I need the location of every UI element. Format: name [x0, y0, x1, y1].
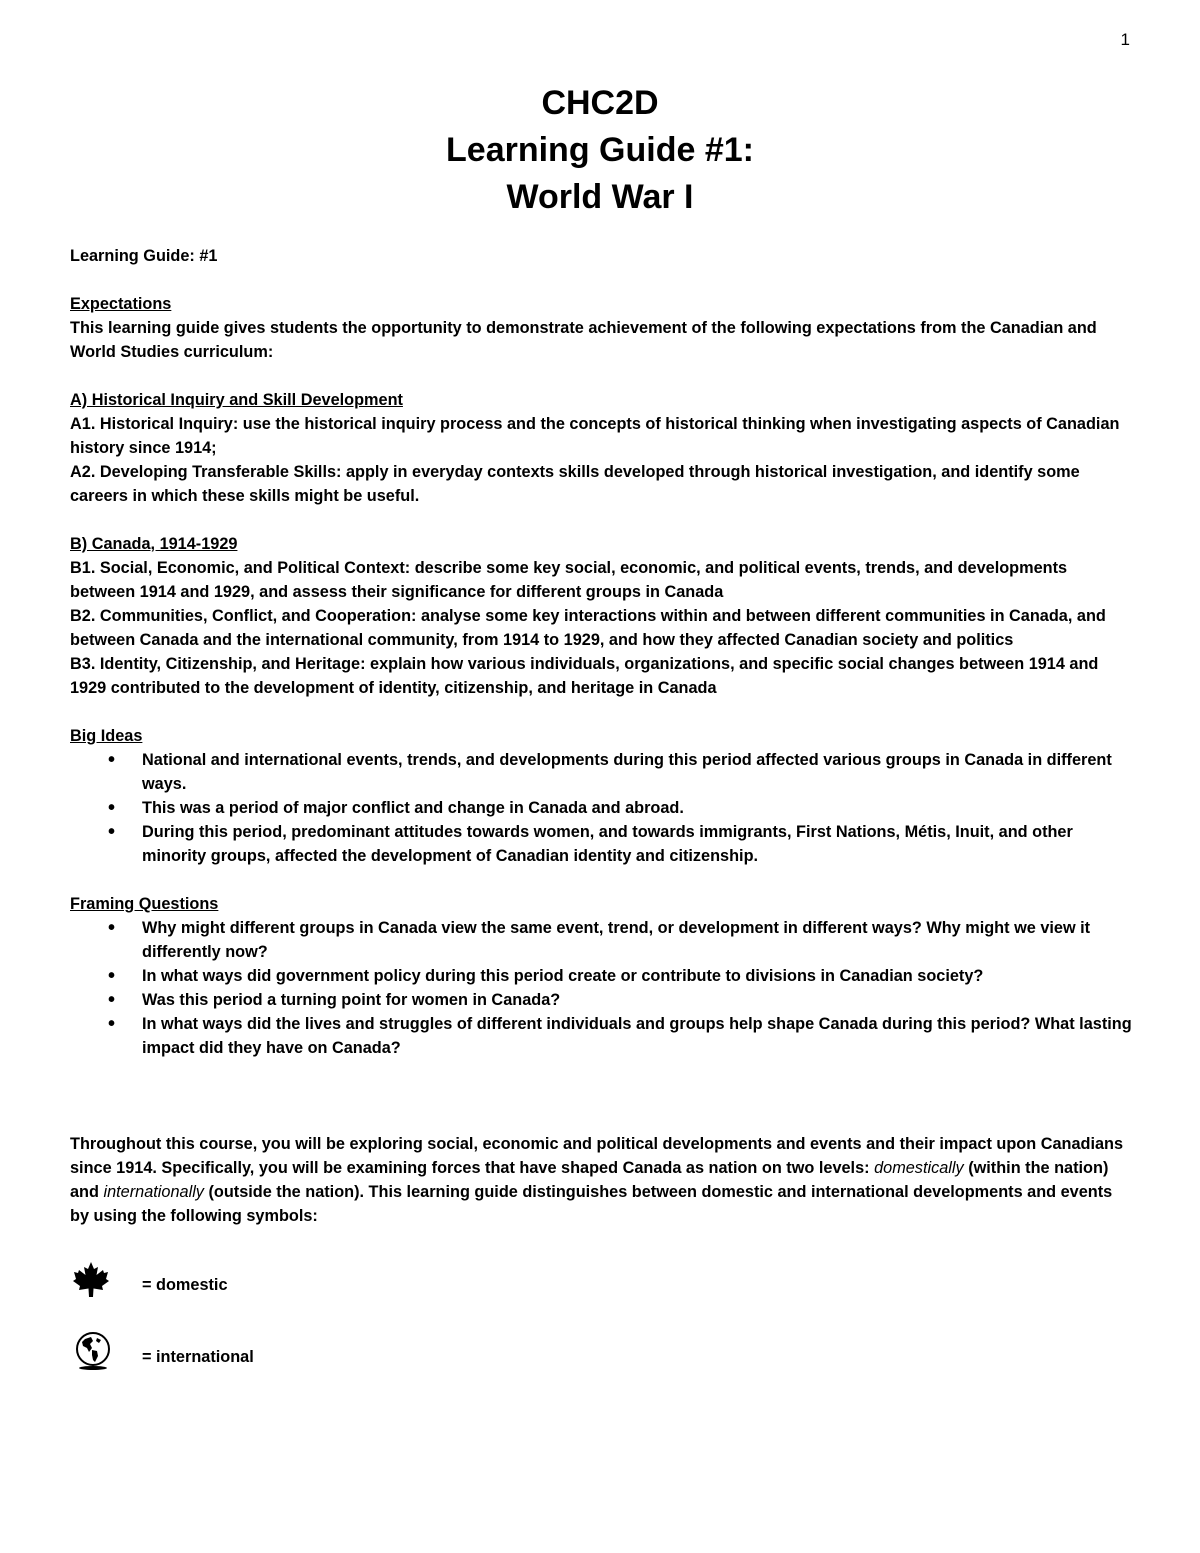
domestic-label: = domestic: [142, 1276, 228, 1294]
framing-question-item: • In what ways did the lives and struggles of different individuals and groups help shape Canada during this period? What lasting impact did they have on Canada?: [142, 1012, 1132, 1060]
expectation-a1: A1. Historical Inquiry: use the historical inquiry process and the concepts of historical thinking when investigating aspects of Canadian history since 1914;: [70, 415, 1120, 457]
framing-question-item: • In what ways did government policy during this period create or contribute to divisions in Canadian society?: [142, 964, 1132, 988]
closing-text-3: (outside the nation). This learning guide distinguishes between domestic and international developments and events by using the following symbols:: [70, 1183, 1113, 1225]
big-ideas-heading: Big Ideas: [70, 727, 143, 745]
expectation-a2: A2. Developing Transferable Skills: apply in everyday contexts skills developed through historical investigation, and identify some careers in which these skills might be useful.: [70, 463, 1080, 505]
international-label: = international: [142, 1348, 254, 1366]
expectation-b3: B3. Identity, Citizenship, and Heritage: explain how various individuals, organizations, and specific social changes between 1914 and 1929 contributed to the development of identity, citizenship, and heritage in Canada: [70, 655, 1099, 697]
domestically-term: domestically: [874, 1159, 964, 1177]
section-a-heading: A) Historical Inquiry and Skill Development: [70, 391, 403, 409]
section-b-heading: B) Canada, 1914-1929: [70, 535, 238, 553]
big-idea-item: • National and international events, trends, and developments during this period affected various groups in Canada in different ways.: [142, 748, 1132, 796]
learning-guide-number: Learning Guide: #1: [70, 247, 218, 265]
big-idea-item: • This was a period of major conflict and change in Canada and abroad.: [142, 796, 1132, 820]
framing-question-item: • Why might different groups in Canada view the same event, trend, or development in different ways? Why might we view it differently now?: [142, 916, 1132, 964]
big-idea-item: • During this period, predominant attitudes towards women, and towards immigrants, First Nations, Métis, Inuit, and other minority groups, affected the development of Canadian identity and citizenship.: [142, 820, 1132, 868]
page-number: 1: [1120, 30, 1130, 49]
expectation-b1: B1. Social, Economic, and Political Context: describe some key social, economic, and political events, trends, and developments between 1914 and 1929, and assess their significance for different groups in Canada: [70, 559, 1068, 601]
framing-questions-list: [70, 916, 1132, 1060]
framing-questions-heading: Framing Questions: [70, 895, 219, 913]
globe-icon: [72, 1330, 114, 1379]
guide-topic: World War I: [506, 178, 694, 216]
course-code: CHC2D: [541, 84, 659, 122]
closing-text-1: Throughout this course, you will be exploring social, economic and political developments and events and their impact upon Canadians since 1914. Specifically, you will be examining forces that have shaped Canada as nation on two levels:: [70, 1135, 1124, 1177]
title-block: [0, 80, 1200, 221]
expectation-b2: B2. Communities, Conflict, and Cooperation: analyse some key interactions within and between different communities in Canada, and between Canada and the international community, from 1914 to 1929, and how they affected Canadian society and politics: [70, 607, 1106, 649]
guide-title: Learning Guide #1:: [446, 131, 754, 169]
expectations-intro: This learning guide gives students the opportunity to demonstrate achievement of the following expectations from the Canadian and World Studies curriculum:: [70, 319, 1097, 361]
closing-text-2: (within the nation) and: [70, 1159, 1109, 1201]
maple-leaf-icon: [72, 1260, 110, 1305]
framing-question-item: • Was this period a turning point for women in Canada?: [142, 988, 1132, 1012]
big-ideas-list: [70, 748, 1132, 868]
document-body: [70, 244, 1132, 1396]
expectations-heading: Expectations: [70, 295, 172, 313]
international-symbol-row: [70, 1324, 1132, 1396]
internationally-term: internationally: [103, 1183, 204, 1201]
domestic-symbol-row: [70, 1252, 1132, 1324]
closing-paragraph: [70, 1132, 1132, 1228]
